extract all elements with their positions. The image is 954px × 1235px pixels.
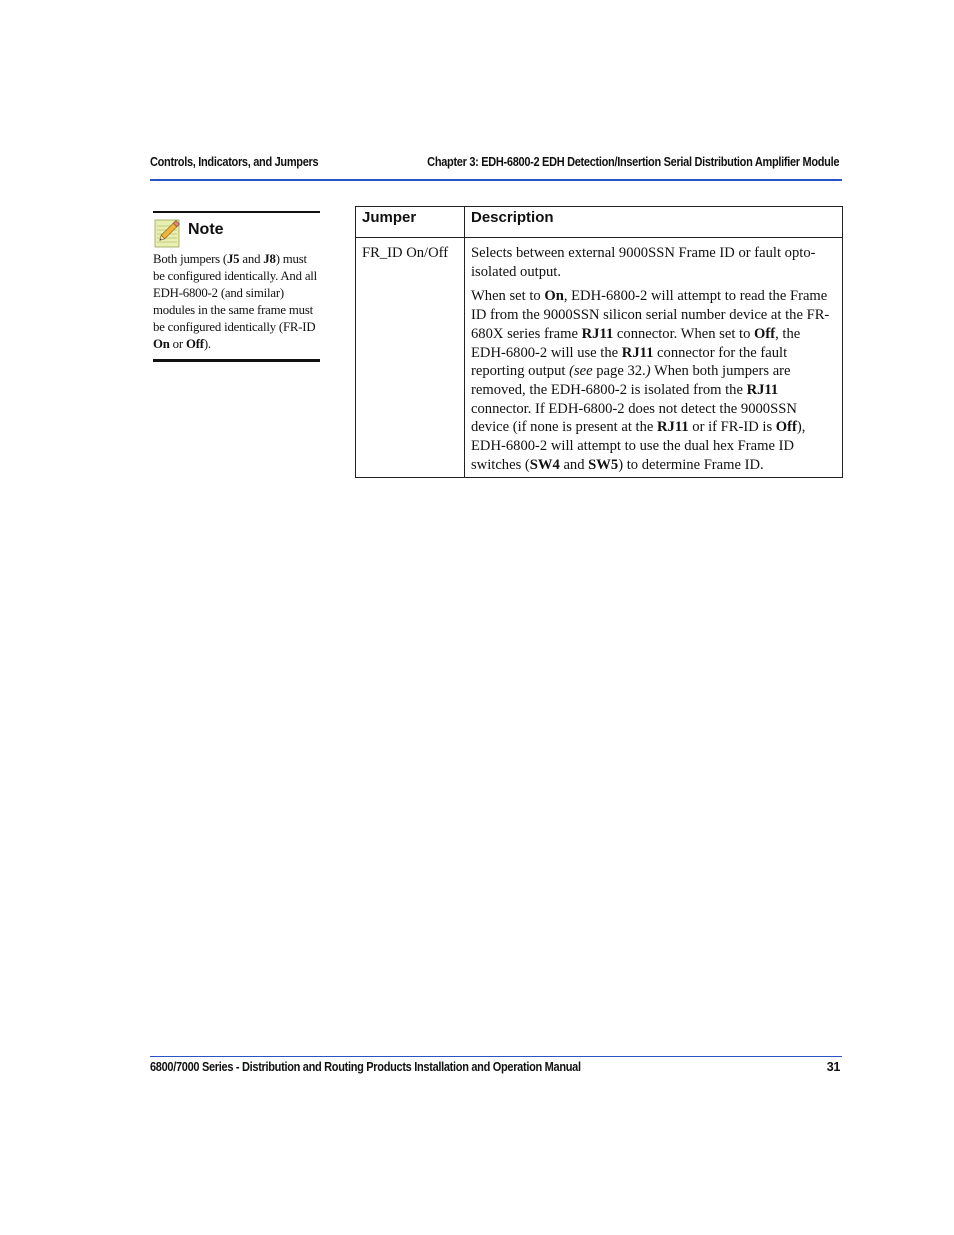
table-row [356,238,843,478]
note-text: Both jumpers (J5 and J8) must be configured identically. And all EDH-6800-2 (and similar) modules in the same frame must be configured identically (FR-ID On or Off). [153,252,318,351]
page-number: 31 [826,1060,840,1074]
jumper-table [355,206,843,478]
note-bottom-rule [153,359,320,362]
note-box [153,211,320,362]
footer-title: 6800/7000 Series - Distribution and Routing Products Installation and Operation Manual [150,1060,581,1074]
description-paragraph-1: Selects between external 9000SSN Frame ID or fault opto-isolated output. [471,245,816,280]
running-header-chapter: Chapter 3: EDH-6800-2 EDH Detection/Insertion Serial Distribution Amplifier Module [427,155,839,169]
note-title: Note [188,221,224,238]
running-header-section: Controls, Indicators, and Jumpers [150,155,319,169]
column-header-description: Description [465,207,843,238]
footer-rule [150,1056,842,1057]
pencil-notepad-icon [154,216,182,248]
description-paragraph-2: When set to On, EDH-6800-2 will attempt to read the Frame ID from the 9000SSN silicon serial number device at the FR-680X series frame RJ11 connector. When set to Off, the EDH-6800-2 will use the RJ11 connector for the fault reporting output (see page 32.) When both jumpers are removed, the EDH-6800-2 is isolated from the RJ11 connector. If EDH-6800-2 does not detect the 9000SSN device (if none is present at the RJ11 or if FR-ID is Off), EDH-6800-2 will attempt to use the dual hex Frame ID switches (SW4 and SW5) to determine Frame ID. [471,288,830,473]
column-header-jumper: Jumper [356,207,465,238]
table-header-row [356,207,843,238]
cell-description [465,238,843,478]
cell-jumper: FR_ID On/Off [356,238,465,478]
note-heading [153,213,320,251]
header-rule [150,179,842,181]
